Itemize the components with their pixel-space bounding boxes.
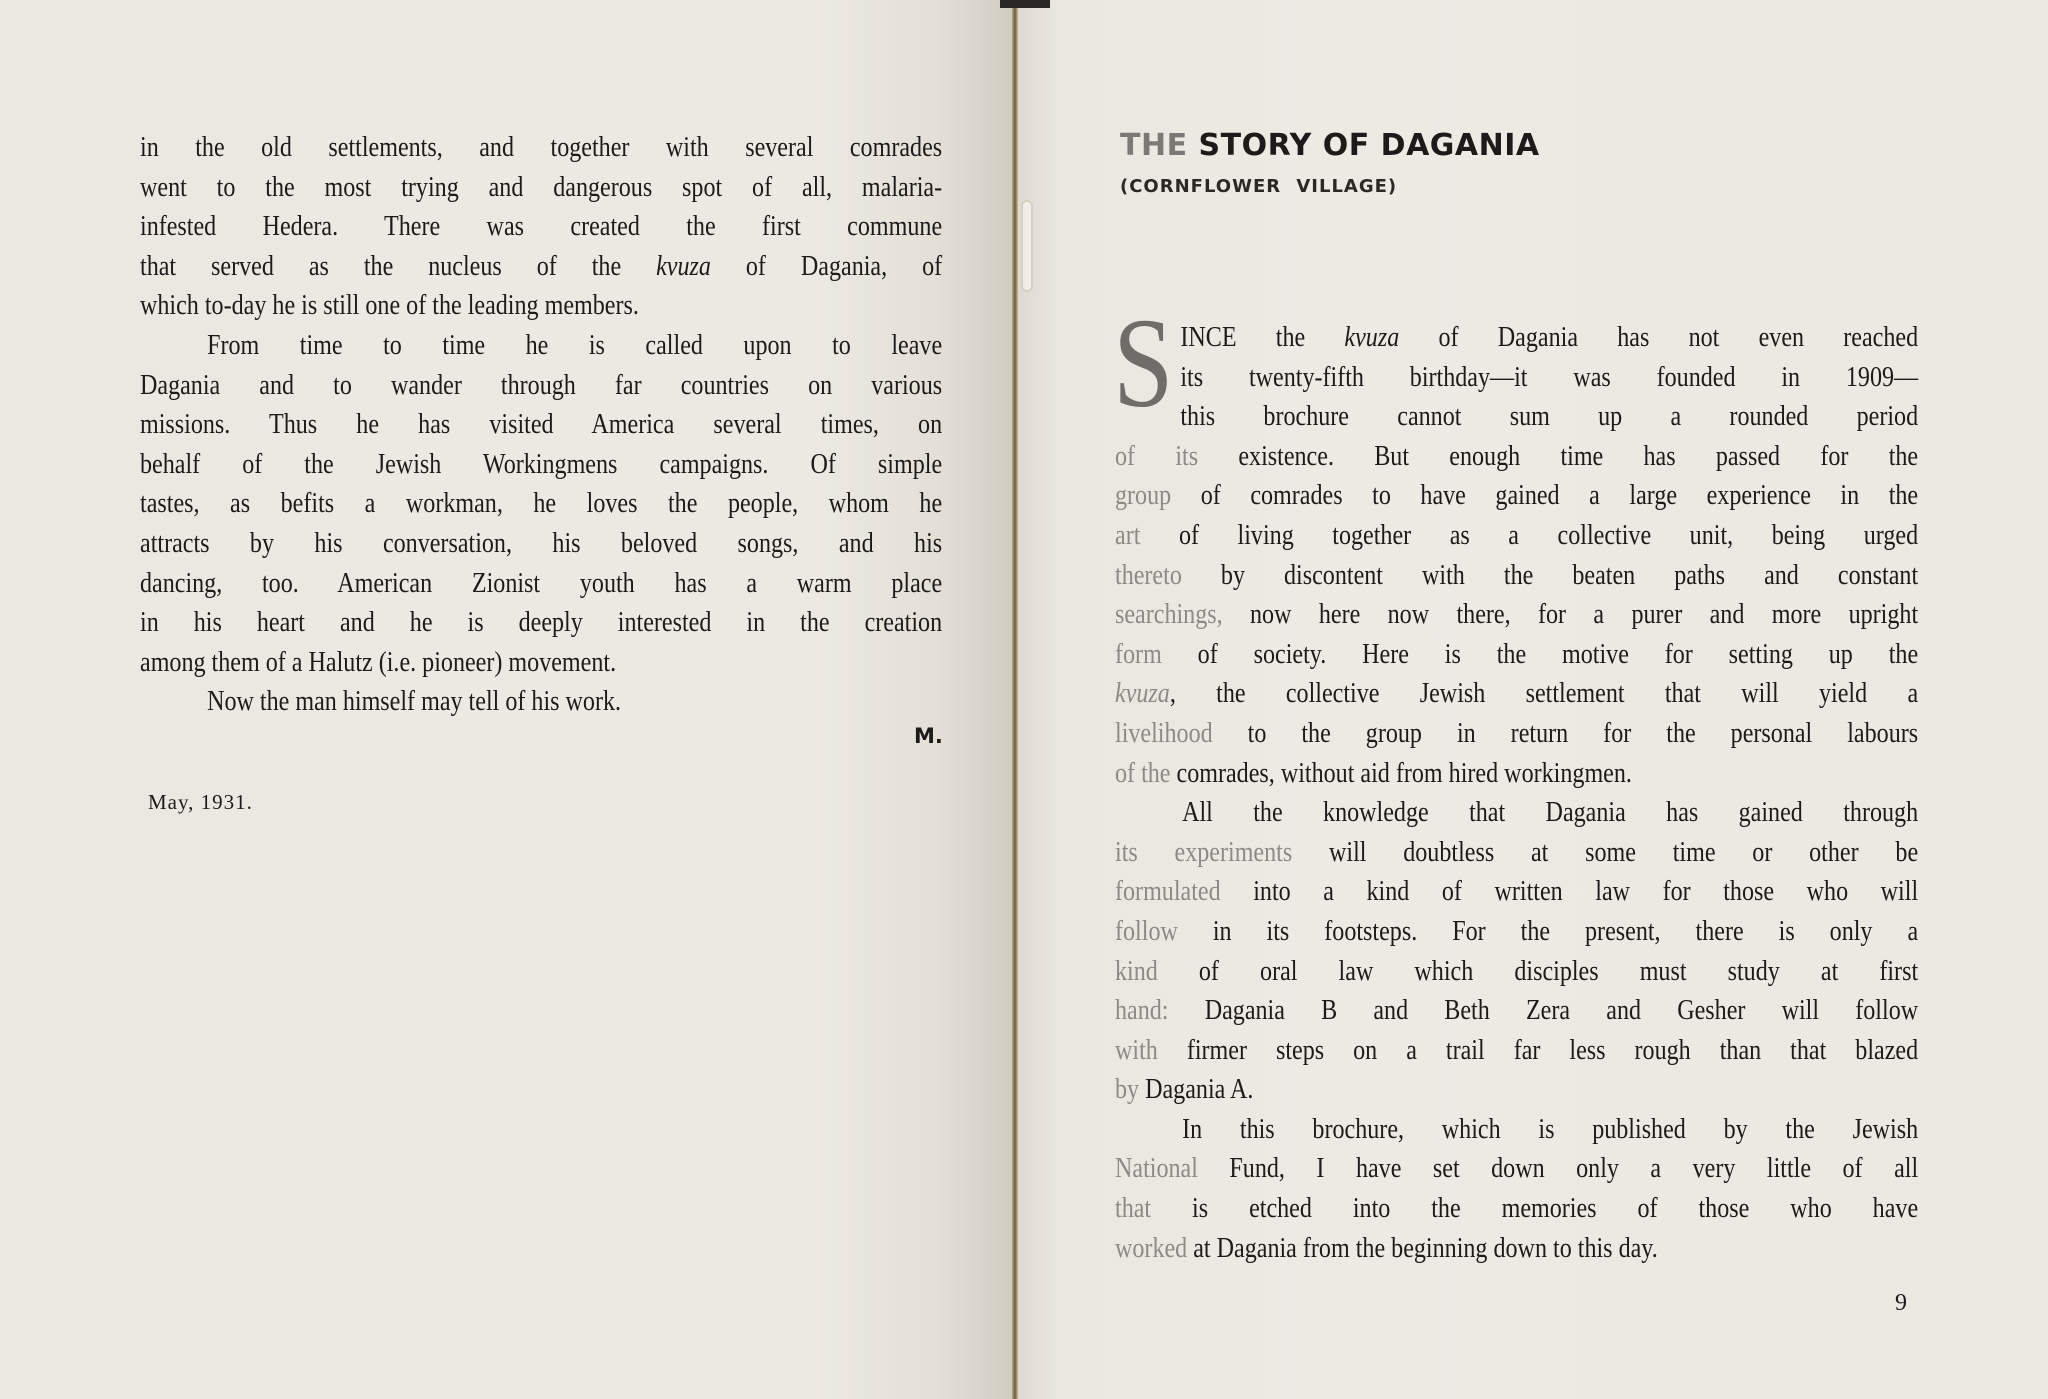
page-number: 9 [1895,1290,1907,1316]
text-run: All the knowledge that Dagania has gained through [1182,797,1919,829]
author-initial-signature: M. [914,724,943,748]
left-page [0,0,1016,1399]
text-run: by discontent with the beaten paths and constant [1181,559,1919,591]
drop-cap: S [1113,292,1174,434]
faded-text-run: of its [1115,440,1199,472]
text-line [1115,358,1918,398]
right-text-column [1115,318,1918,1268]
text-line [1115,1070,1918,1110]
faded-text-run: livelihood [1115,717,1213,749]
left-text-column [140,128,942,722]
text-line [140,247,942,287]
text-run: went to the most trying and dangerous spot of all, malaria- [140,171,943,203]
text-line [1115,437,1918,477]
faded-text-run: art [1115,519,1141,551]
date-line: May, 1931. [148,790,253,814]
italic-term: kvuza [1344,322,1400,353]
faded-text-run: kind [1115,955,1158,987]
text-line [1115,556,1918,596]
text-run: its twenty-fifth birthday—it was founded in 1909— [1180,361,1919,393]
text-run: attracts by his conversation, his beloved songs, and his [140,527,943,559]
faded-text-run: follow [1115,915,1178,947]
text-run: INCE the [1180,322,1345,353]
text-line [1115,1189,1918,1229]
text-run: of Dagania, of [710,250,943,282]
text-line [1115,1031,1918,1071]
text-line [1115,1149,1918,1189]
text-run: among them of a Halutz (i.e. pioneer) movement. [140,646,617,678]
text-line [140,643,942,683]
text-line [140,326,942,366]
text-line [1115,674,1918,714]
text-run: in the old settlements, and together with several comrades [140,132,943,163]
text-run: Dagania A. [1139,1074,1254,1106]
text-run: to the group in return for the personal labours [1212,717,1919,749]
title-main: STORY OF DAGANIA [1198,128,1540,163]
text-run: at Dagania from the beginning down to this day. [1187,1232,1658,1264]
italic-term: kvuza [656,250,711,282]
text-run: Now the man himself may tell of his work. [207,686,622,718]
faded-text-run: by [1115,1074,1140,1106]
text-run: Dagania and to wander through far countries on various [140,369,943,401]
text-run: of oral law which disciples must study at first [1157,955,1919,987]
text-line [140,168,942,208]
text-run: comrades, without aid from hired workingmen. [1170,757,1632,789]
text-line [140,524,942,564]
text-run: of living together as a collective unit, being urged [1140,519,1919,551]
text-run: into a kind of written law for those who will [1220,876,1919,908]
binding-shadow [1000,0,1050,8]
text-line [1115,872,1918,912]
text-run: missions. Thus he has visited America several times, on [140,409,943,441]
text-run: will doubtless at some time or other be [1292,836,1919,868]
text-run: firmer steps on a trail far less rough than that blazed [1157,1034,1919,1066]
text-line [1115,516,1918,556]
faded-text-run: group [1115,480,1172,512]
faded-text-run: form [1115,638,1162,670]
text-line [1115,397,1918,437]
text-run: in its footsteps. For the present, there is only a [1177,915,1919,947]
faded-text-run: hand: [1115,995,1169,1027]
text-line [140,366,942,406]
text-line [1115,952,1918,992]
text-run: in his heart and he is deeply interested in the creation [140,607,943,639]
faded-text-run: searchings, [1115,599,1223,631]
faded-text-run: thereto [1115,559,1182,591]
text-line [1115,833,1918,873]
text-run: of Dagania has not even reached [1399,322,1919,353]
text-run: tastes, as befits a workman, he loves the people, whom he [140,488,943,520]
text-line [1115,476,1918,516]
text-run: of comrades to have gained a large experience in the [1171,480,1919,512]
italic-term: kvuza [1115,678,1170,710]
chapter-title [1120,128,1540,163]
text-line [1115,912,1918,952]
text-line [140,286,942,326]
text-line [1115,595,1918,635]
text-line [1115,635,1918,675]
text-line [140,484,942,524]
faded-text-run: with [1115,1034,1158,1066]
text-run: this brochure cannot sum up a rounded period [1180,401,1919,433]
text-line [140,207,942,247]
faded-text-run: National [1115,1153,1198,1185]
text-line [1115,318,1918,358]
text-run: is etched into the memories of those who have [1151,1193,1919,1225]
text-run: From time to time he is called upon to leave [207,329,943,361]
text-run: dancing, too. American Zionist youth has a warm place [140,567,943,599]
text-run: existence. But enough time has passed for the [1198,440,1919,472]
text-line [140,603,942,643]
faded-text-run: that [1115,1193,1152,1225]
book-gutter [1012,0,1018,1399]
text-line [1115,1110,1918,1150]
text-run: behalf of the Jewish Workingmens campaigns. Of simple [140,448,943,480]
faded-text-run: formulated [1115,876,1221,908]
faded-text-run: its experiments [1115,836,1293,868]
faded-text-run: worked [1115,1232,1188,1264]
text-line [1115,714,1918,754]
text-run: of society. Here is the motive for setting up the [1161,638,1919,670]
text-line [1115,991,1918,1031]
text-run: Fund, I have set down only a very little of all [1197,1153,1919,1185]
staple-icon [1021,200,1033,292]
title-prefix: THE [1120,128,1188,163]
text-run: infested Hedera. There was created the first commune [140,211,943,243]
text-line [1115,793,1918,833]
chapter-subtitle: (CORNFLOWER VILLAGE) [1120,176,1398,197]
text-run: that served as the nucleus of the [140,250,657,282]
text-run: now here now there, for a purer and more upright [1222,599,1919,631]
text-line [140,445,942,485]
text-line [140,128,942,168]
text-run: , the collective Jewish settlement that will yield a [1169,678,1919,710]
faded-text-run: of the [1115,757,1171,789]
text-line [1115,754,1918,794]
text-line [1115,1229,1918,1269]
text-line [140,405,942,445]
text-run: Dagania B and Beth Zera and Gesher will follow [1168,995,1919,1027]
text-run: which to-day he is still one of the leading members. [140,290,639,322]
text-line [140,682,942,722]
text-run: In this brochure, which is published by the Jewish [1182,1113,1919,1145]
text-line [140,564,942,604]
